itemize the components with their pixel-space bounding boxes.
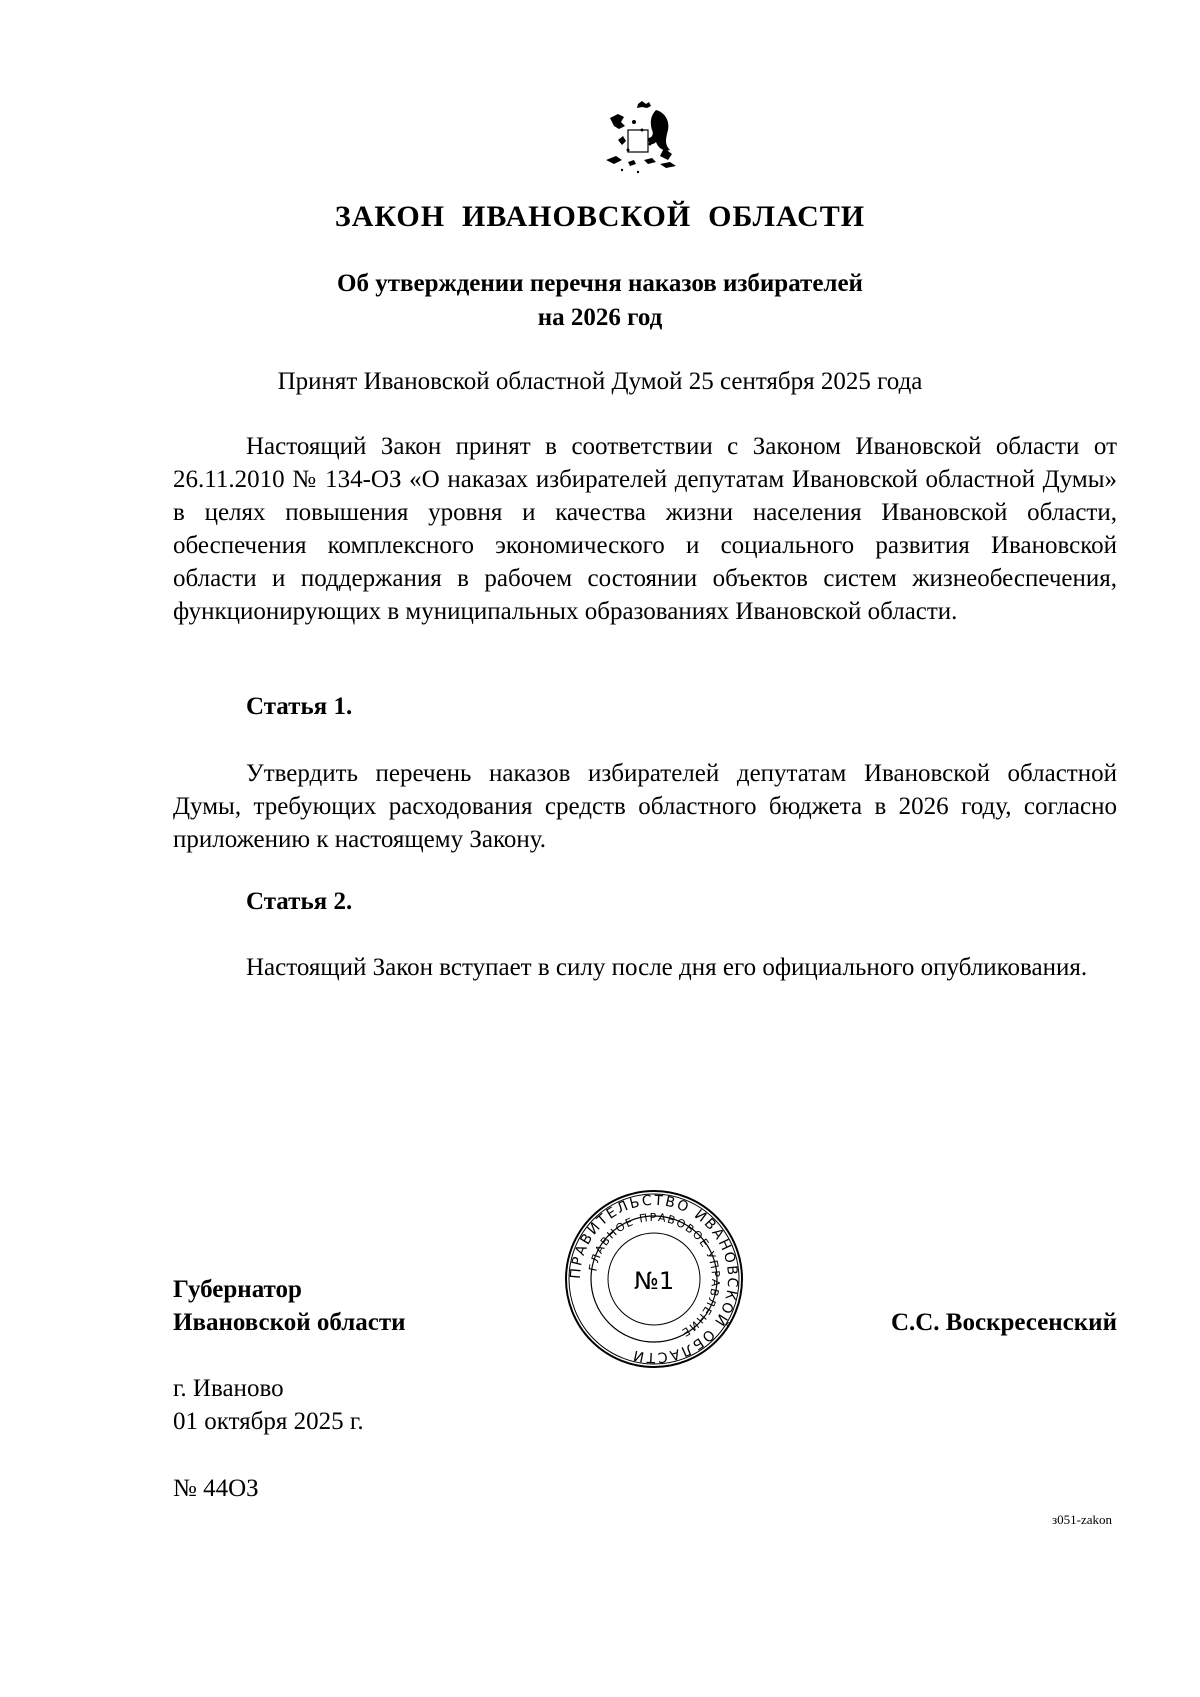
document-title: ЗАКОН ИВАНОВСКОЙ ОБЛАСТИ [334,200,866,233]
subtitle-line-1: Об утверждении перечня наказов избирателей [337,270,863,297]
document-code: з051-zakon [1051,1512,1112,1527]
seal-outer-text: ПРАВИТЕЛЬСТВО ИВАНОВСКОЙ ОБЛАСТИ [567,1192,741,1366]
coat-of-arms-emblem [598,100,688,180]
official-seal [563,1188,745,1370]
preamble-paragraph: Настоящий Закон принят в соответствии с Законом Ивановской области от 26.11.2010 № 134-ОЗ «О наказах избирателей депутатам Ивановской областной Думы» в целях повышения уровня и качества жизни населения Ивановской области, обеспечения комплексного экономического и социального развития Ивановской области и поддержания в рабочем состоянии объектов систем жизнеобеспечения, функционирующих в муниципальных образованиях Ивановской области. [173,433,1117,625]
article-1-heading: Статья 1. [246,693,353,720]
signing-date: 01 октября 2025 г. [173,1408,364,1435]
governor-title-line-1: Губернатор [173,1276,302,1303]
article-2-text: Настоящий Закон вступает в силу после дня его официального опубликования. [246,954,1088,981]
governor-title [173,1273,406,1339]
article-2-heading: Статья 2. [246,888,353,915]
adoption-statement: Принят Ивановской областной Думой 25 сентября 2025 года [277,368,923,395]
governor-title-line-2: Ивановской области [173,1309,406,1336]
seal-number: №1 [633,1267,675,1295]
document-subtitle [0,267,1200,335]
subtitle-line-2: на 2026 год [537,304,663,331]
signer-name: С.С. Воскресенский [890,1309,1117,1336]
signing-place: г. Иваново [173,1375,284,1402]
place-and-date [173,1372,364,1438]
law-number: № 44ОЗ [173,1475,259,1502]
article-1-text: Утвердить перечень наказов избирателей депутатам Ивановской областной Думы, требующих расходования средств областного бюджета в 2026 году, согласно приложению к настоящему Закону. [173,760,1117,853]
seal-inner-text: ГЛАВНОЕ ПРАВОВОЕ УПРАВЛЕНИЕ [586,1210,723,1340]
